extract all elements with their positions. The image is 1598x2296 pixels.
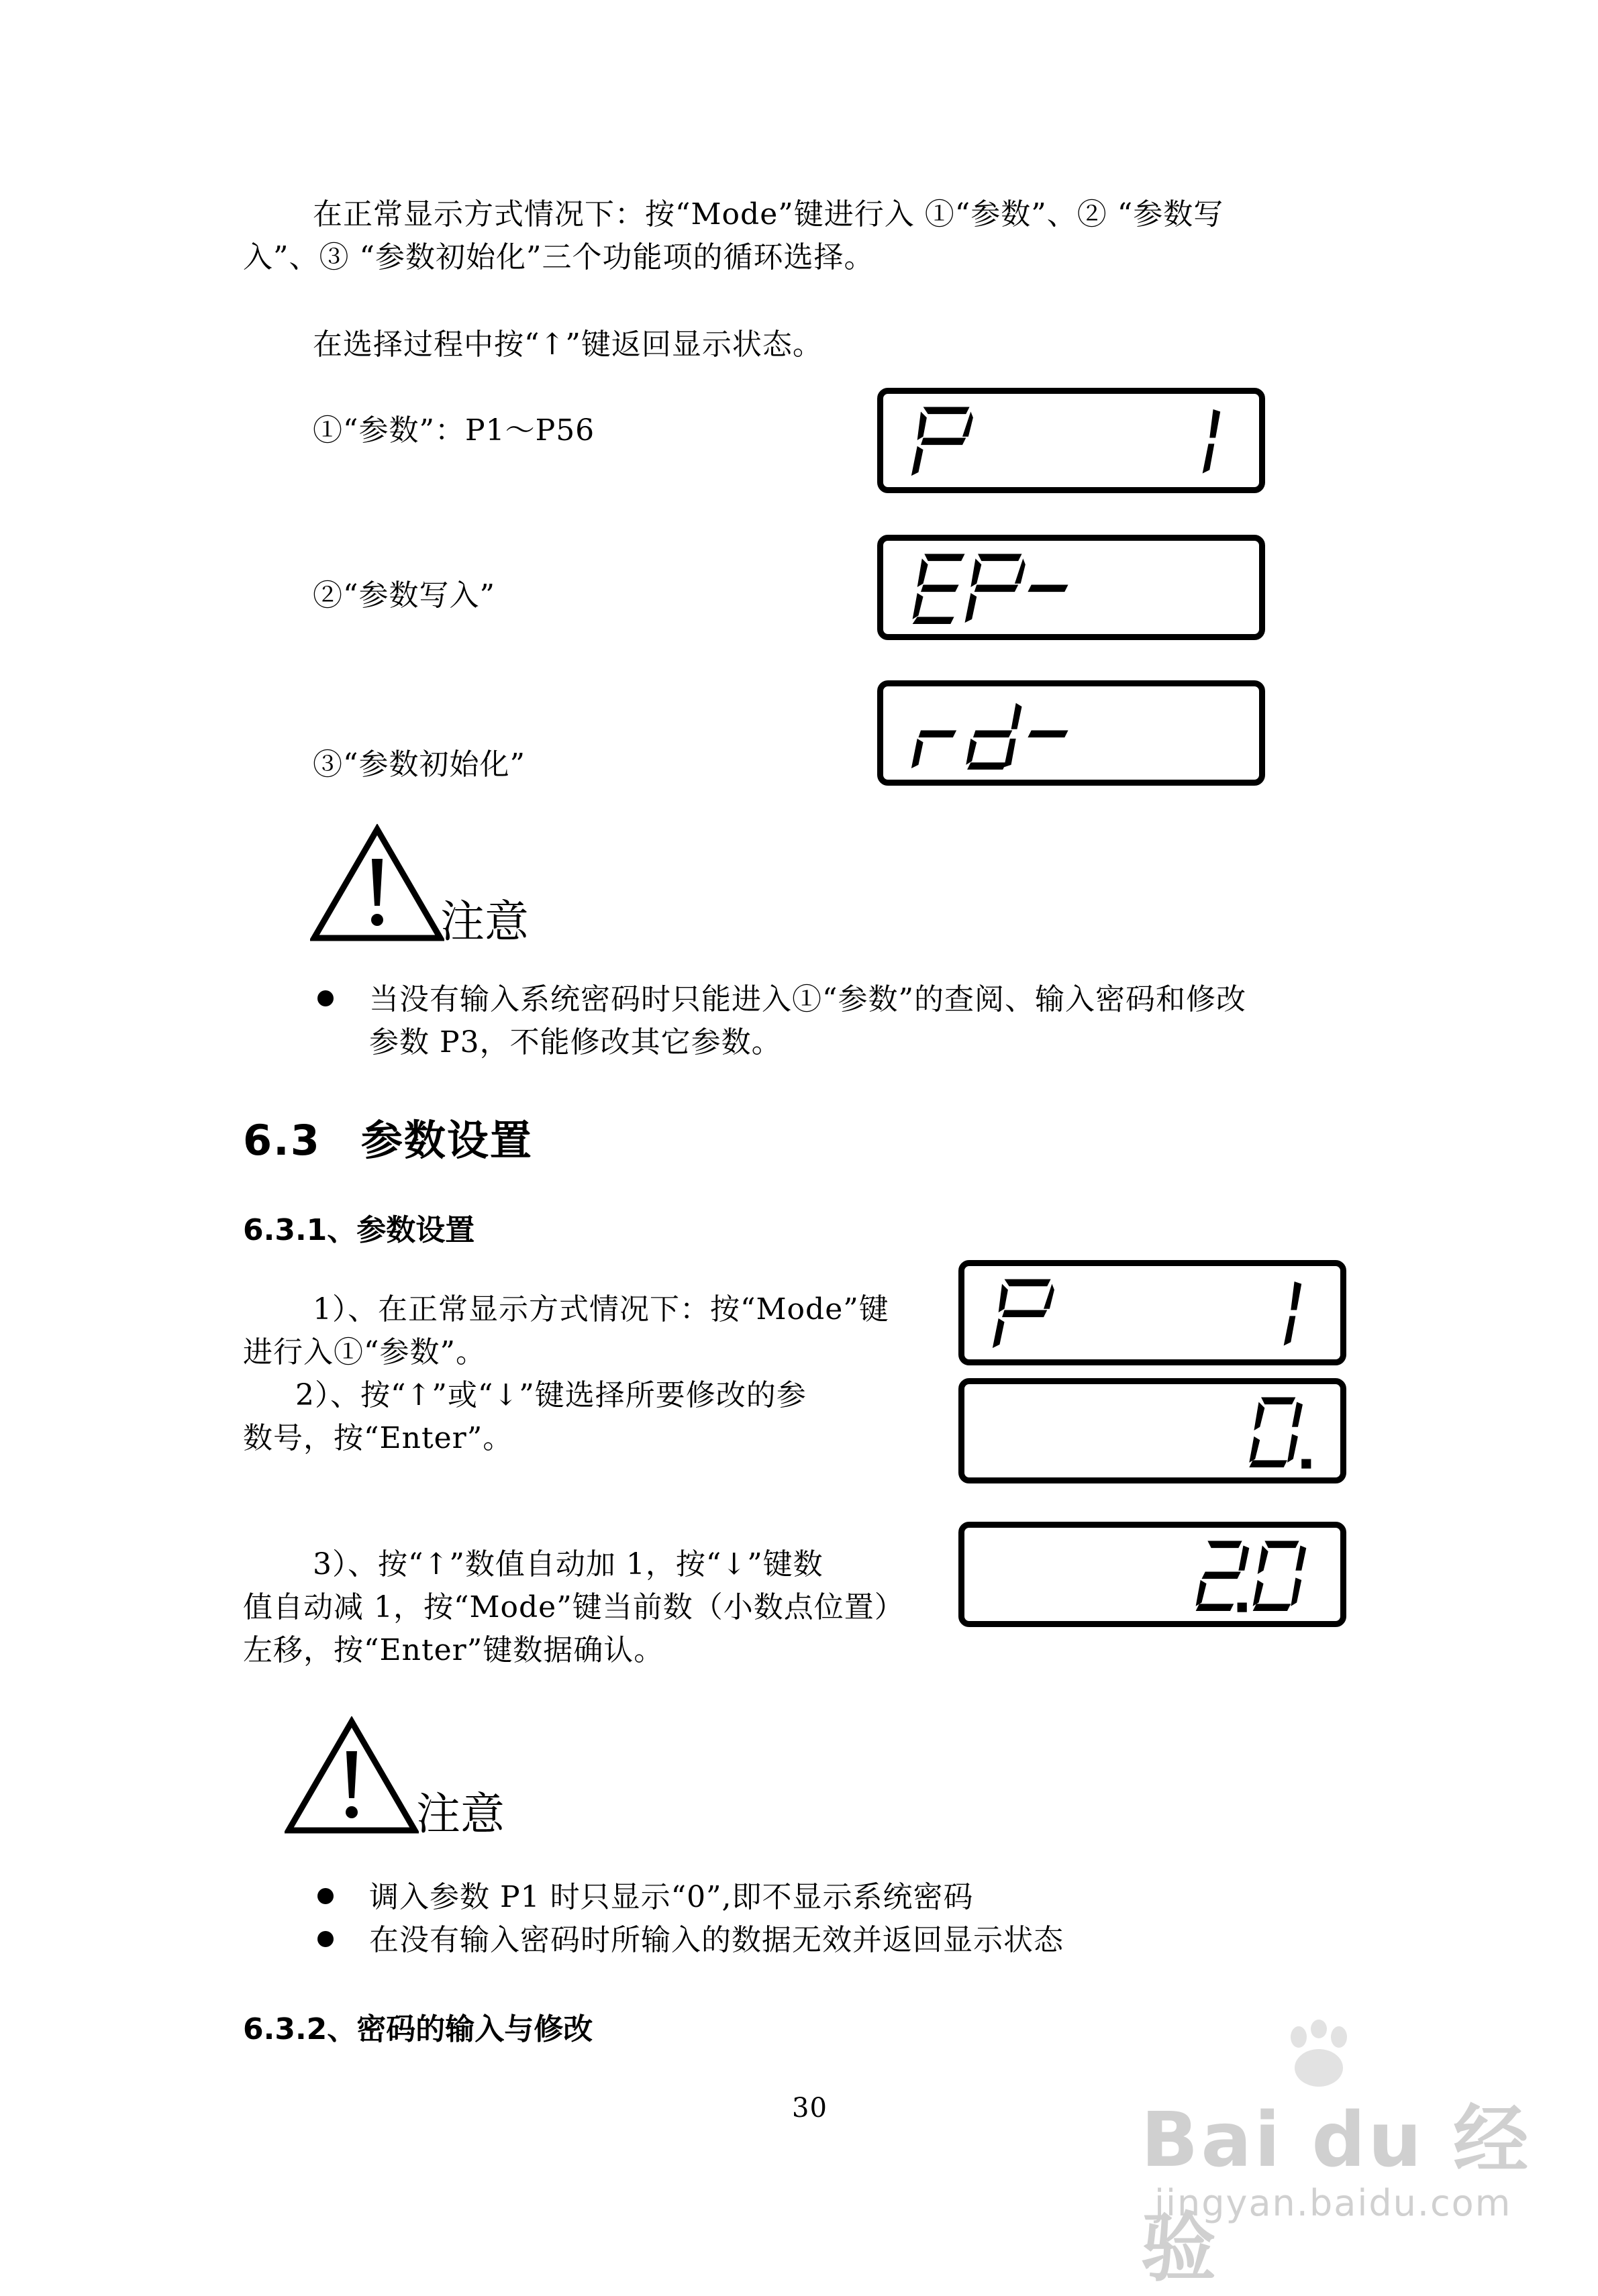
section-title: 参数设置 — [360, 1116, 533, 1165]
step1-line-2: 进行入①“参数”。 — [243, 1335, 486, 1369]
lcd-glyphs — [883, 394, 1259, 487]
menu-label-param-init: ③“参数初始化” — [313, 747, 526, 782]
lcd-display-p1 — [958, 1260, 1346, 1365]
watermark-url: jingyan.baidu.com — [1154, 2182, 1512, 2224]
bullet-dot — [317, 1888, 334, 1904]
lcd-display-two-point-zero — [958, 1522, 1346, 1627]
subsection-title-2: 6.3.2、密码的输入与修改 — [243, 2012, 593, 2046]
lcd-glyphs — [883, 686, 1259, 780]
page-number: 30 — [792, 2093, 828, 2124]
intro-line-3: 在选择过程中按“↑”键返回显示状态。 — [313, 327, 823, 362]
lcd-display-rd — [877, 680, 1265, 786]
section-number: 6.3 — [243, 1116, 321, 1165]
watermark-brand: Bai du 经验 — [1141, 2097, 1532, 2292]
step1-line-1: 1）、在正常显示方式情况下：按“Mode”键 — [313, 1292, 889, 1326]
note1-text-line-2: 参数 P3，不能修改其它参数。 — [369, 1025, 782, 1059]
note2-bullet-2: 在没有输入密码时所输入的数据无效并返回显示状态 — [369, 1923, 1064, 1957]
bullet-dot — [317, 1931, 334, 1947]
step3-line-1: 3）、按“↑”数值自动加 1，按“↓”键数 — [313, 1547, 823, 1581]
lcd-glyphs — [883, 541, 1259, 634]
lcd-glyphs — [964, 1384, 1340, 1477]
step3-line-2: 值自动减 1，按“Mode”键当前数（小数点位置） — [243, 1590, 905, 1624]
note-label: 注意 — [416, 1788, 505, 1840]
step3-line-3: 左移，按“Enter”键数据确认。 — [243, 1633, 664, 1667]
intro-line-2: 入”、③ “参数初始化”三个功能项的循环选择。 — [243, 240, 875, 274]
lcd-display-p1 — [877, 388, 1265, 493]
lcd-display-ep — [877, 535, 1265, 640]
menu-label-params: ①“参数”：P1～P56 — [313, 413, 595, 448]
section-heading — [243, 1107, 533, 1167]
bullet-dot — [317, 990, 334, 1006]
step2-line-1: 2）、按“↑”或“↓”键选择所要修改的参 — [295, 1378, 807, 1412]
warning-icon — [285, 1716, 419, 1836]
lcd-display-zero — [958, 1378, 1346, 1483]
note-label: 注意 — [440, 896, 529, 947]
step2-line-2: 数号，按“Enter”。 — [243, 1421, 513, 1455]
lcd-glyphs — [964, 1266, 1340, 1359]
warning-icon — [310, 824, 444, 943]
lcd-glyphs — [964, 1528, 1340, 1621]
intro-line-1: 在正常显示方式情况下：按“Mode”键进行入 ①“参数”、② “参数写 — [313, 197, 1224, 231]
menu-label-param-write: ②“参数写入” — [313, 578, 495, 613]
note2-bullet-1: 调入参数 P1 时只显示“0”,即不显示系统密码 — [369, 1880, 974, 1914]
note1-text-line-1: 当没有输入系统密码时只能进入①“参数”的查阅、输入密码和修改 — [369, 982, 1246, 1016]
subsection-title: 6.3.1、参数设置 — [243, 1213, 475, 1247]
